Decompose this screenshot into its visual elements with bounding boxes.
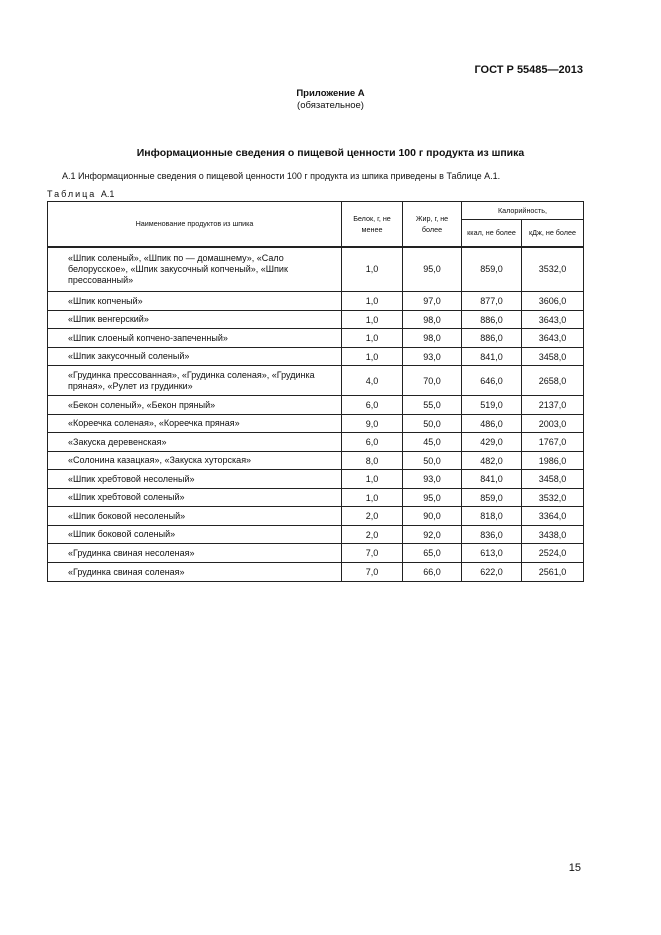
- kj-cell: 3458,0: [522, 348, 584, 366]
- kcal-cell: 877,0: [462, 292, 522, 311]
- protein-cell: 1,0: [342, 329, 403, 348]
- fat-cell: 90,0: [403, 507, 462, 526]
- kcal-cell: 841,0: [462, 470, 522, 489]
- kj-cell: 2137,0: [522, 396, 584, 415]
- product-name-cell: «Шпик слоеный копчено-запеченный»: [48, 329, 342, 348]
- page-number: 15: [568, 862, 581, 874]
- protein-cell: 6,0: [342, 433, 403, 452]
- kj-cell: 3643,0: [522, 329, 584, 348]
- kcal-cell: 486,0: [462, 415, 522, 433]
- kj-cell: 3532,0: [522, 489, 584, 507]
- kcal-cell: 429,0: [462, 433, 522, 452]
- table-row: [48, 526, 584, 544]
- header-calories: Калорийность,: [462, 202, 584, 220]
- header-protein: Белок, г, не менее: [342, 202, 403, 247]
- kj-cell: 2003,0: [522, 415, 584, 433]
- product-name-cell: «Шпик боковой соленый»: [48, 526, 342, 544]
- protein-cell: 1,0: [342, 489, 403, 507]
- header-fat: Жир, г, не более: [403, 202, 462, 247]
- table-caption: [47, 189, 114, 199]
- protein-cell: 8,0: [342, 452, 403, 470]
- protein-cell: 9,0: [342, 415, 403, 433]
- protein-cell: 7,0: [342, 544, 403, 563]
- protein-cell: 2,0: [342, 507, 403, 526]
- table-row: [48, 247, 584, 292]
- kcal-cell: 859,0: [462, 489, 522, 507]
- table-row: [48, 396, 584, 415]
- product-name-cell: «Грудинка свиная несоленая»: [48, 544, 342, 563]
- kcal-cell: 482,0: [462, 452, 522, 470]
- protein-cell: 1,0: [342, 247, 403, 292]
- product-name-cell: «Шпик боковой несоленый»: [48, 507, 342, 526]
- protein-cell: 1,0: [342, 348, 403, 366]
- product-name-cell: «Грудинка прессованная», «Грудинка соленая», «Грудинка пряная», «Рулет из грудинки»: [48, 366, 342, 396]
- nutrition-table: [47, 201, 584, 582]
- annex-status: (обязательное): [297, 100, 364, 111]
- product-name-cell: «Закуска деревенская»: [48, 433, 342, 452]
- fat-cell: 98,0: [403, 329, 462, 348]
- product-name-cell: «Грудинка свиная соленая»: [48, 563, 342, 582]
- table-row: [48, 563, 584, 582]
- protein-cell: 2,0: [342, 526, 403, 544]
- table-row: [48, 489, 584, 507]
- fat-cell: 93,0: [403, 348, 462, 366]
- fat-cell: 95,0: [403, 247, 462, 292]
- protein-cell: 1,0: [342, 470, 403, 489]
- product-name-cell: «Шпик венгерский»: [48, 311, 342, 329]
- table-row: [48, 292, 584, 311]
- kcal-cell: 646,0: [462, 366, 522, 396]
- table-row: [48, 311, 584, 329]
- fat-cell: 93,0: [403, 470, 462, 489]
- fat-cell: 92,0: [403, 526, 462, 544]
- kcal-cell: 613,0: [462, 544, 522, 563]
- fat-cell: 55,0: [403, 396, 462, 415]
- product-name-cell: «Шпик хребтовой несоленый»: [48, 470, 342, 489]
- kj-cell: 3458,0: [522, 470, 584, 489]
- kcal-cell: 841,0: [462, 348, 522, 366]
- header-kj: кДж, не более: [522, 220, 584, 247]
- table-row: [48, 348, 584, 366]
- fat-cell: 66,0: [403, 563, 462, 582]
- product-name-cell: «Шпик соленый», «Шпик по — домашнему», «Сало белорусское», «Шпик закусочный копченый», «Шпик прессованный»: [48, 247, 342, 292]
- kj-cell: 2524,0: [522, 544, 584, 563]
- fat-cell: 97,0: [403, 292, 462, 311]
- fat-cell: 95,0: [403, 489, 462, 507]
- table-row: [48, 470, 584, 489]
- header-product-name: Наименование продуктов из шпика: [48, 202, 342, 247]
- kj-cell: 1986,0: [522, 452, 584, 470]
- table-body: [48, 247, 584, 582]
- fat-cell: 45,0: [403, 433, 462, 452]
- table-row: [48, 366, 584, 396]
- kj-cell: 2658,0: [522, 366, 584, 396]
- protein-cell: 4,0: [342, 366, 403, 396]
- page-title: Информационные сведения о пищевой ценности 100 г продукта из шпика: [136, 147, 525, 159]
- table-row: [48, 544, 584, 563]
- kj-cell: 3364,0: [522, 507, 584, 526]
- standard-number: ГОСТ Р 55485—2013: [474, 64, 583, 76]
- protein-cell: 1,0: [342, 292, 403, 311]
- kcal-cell: 859,0: [462, 247, 522, 292]
- kcal-cell: 886,0: [462, 311, 522, 329]
- kcal-cell: 836,0: [462, 526, 522, 544]
- kj-cell: 1767,0: [522, 433, 584, 452]
- table-row: [48, 433, 584, 452]
- kj-cell: 2561,0: [522, 563, 584, 582]
- product-name-cell: «Шпик закусочный соленый»: [48, 348, 342, 366]
- table-caption-number: А.1: [100, 189, 115, 199]
- table-caption-word: Таблица: [47, 189, 97, 199]
- table-row: [48, 329, 584, 348]
- protein-cell: 7,0: [342, 563, 403, 582]
- product-name-cell: «Солонина казацкая», «Закуска хуторская»: [48, 452, 342, 470]
- product-name-cell: «Шпик копченый»: [48, 292, 342, 311]
- protein-cell: 1,0: [342, 311, 403, 329]
- fat-cell: 70,0: [403, 366, 462, 396]
- kj-cell: 3532,0: [522, 247, 584, 292]
- table-row: [48, 452, 584, 470]
- product-name-cell: «Шпик хребтовой соленый»: [48, 489, 342, 507]
- fat-cell: 65,0: [403, 544, 462, 563]
- protein-cell: 6,0: [342, 396, 403, 415]
- fat-cell: 98,0: [403, 311, 462, 329]
- kcal-cell: 519,0: [462, 396, 522, 415]
- table-row: [48, 415, 584, 433]
- header-kcal: ккал, не более: [462, 220, 522, 247]
- fat-cell: 50,0: [403, 415, 462, 433]
- table-row: [48, 507, 584, 526]
- kj-cell: 3438,0: [522, 526, 584, 544]
- product-name-cell: «Кореечка соленая», «Кореечка пряная»: [48, 415, 342, 433]
- product-name-cell: «Бекон соленый», «Бекон пряный»: [48, 396, 342, 415]
- kcal-cell: 818,0: [462, 507, 522, 526]
- kj-cell: 3606,0: [522, 292, 584, 311]
- kcal-cell: 886,0: [462, 329, 522, 348]
- annex-title: Приложение А: [296, 88, 365, 99]
- kj-cell: 3643,0: [522, 311, 584, 329]
- intro-paragraph: А.1 Информационные сведения о пищевой ценности 100 г продукта из шпика приведены в Таблице А.1.: [62, 171, 501, 181]
- fat-cell: 50,0: [403, 452, 462, 470]
- kcal-cell: 622,0: [462, 563, 522, 582]
